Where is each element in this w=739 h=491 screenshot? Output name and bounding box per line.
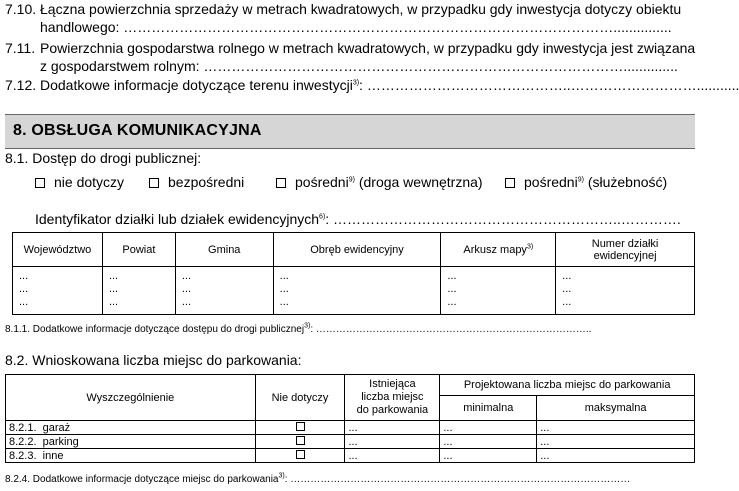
item-7-10-number: 7.10. <box>5 1 37 17</box>
checkbox[interactable] <box>35 178 45 188</box>
cell-minimalna[interactable]: ... <box>440 421 537 435</box>
question-8-2-label: 8.2. Wnioskowana liczba miejsc do parkowania: <box>5 352 302 368</box>
cell-istniejaca[interactable]: ... <box>345 421 440 435</box>
item-8-1-1-field[interactable]: : ……………………………………………………………………….. <box>310 324 592 335</box>
parcel-table <box>12 232 695 315</box>
col-powiat: Powiat <box>102 233 175 267</box>
section-8-header <box>5 114 695 149</box>
checkbox[interactable] <box>505 178 515 188</box>
col-wojewodztwo: Województwo <box>13 233 103 267</box>
option-nie-dotyczy[interactable] <box>35 174 124 190</box>
footnote-ref: 9) <box>577 176 584 184</box>
col-gmina: Gmina <box>175 233 273 267</box>
footnote-ref: 9) <box>348 176 355 184</box>
cell-arkusz[interactable]: ... ... ... <box>441 267 556 315</box>
table-row <box>6 449 695 463</box>
option-bezposredni[interactable] <box>149 174 244 190</box>
table-header-row <box>13 233 695 267</box>
item-8-1-1-label: 8.1.1. Dodatkowe informacje dotyczące dostępu do drogi publicznej <box>5 324 305 335</box>
checkbox[interactable] <box>296 422 305 431</box>
item-7-12-text: Dodatkowe informacje dotyczące terenu inwestycji <box>40 77 353 93</box>
item-7-11-number: 7.11. <box>5 40 36 56</box>
cell-minimalna[interactable]: ... <box>440 449 537 463</box>
cell-istniejaca[interactable]: ... <box>345 435 440 449</box>
col-maksymalna: maksymalna <box>537 396 695 421</box>
option-label-tail: (droga wewnętrzna) <box>354 174 483 190</box>
footnote-ref: 3) <box>526 242 534 250</box>
col-obreb: Obręb ewidencyjny <box>273 233 441 267</box>
option-label: nie dotyczy <box>54 174 125 190</box>
checkbox[interactable] <box>149 178 159 188</box>
table-header-row <box>6 375 695 396</box>
cell-maksymalna[interactable]: ... <box>537 421 695 435</box>
item-7-10-text: Łączna powierzchnia sprzedaży w metrach kwadratowych, w przypadku gdy inwestycja dotyczy obiektu <box>40 1 682 17</box>
parking-table <box>5 374 695 463</box>
cell-istniejaca[interactable]: ... <box>345 449 440 463</box>
cell-maksymalna[interactable]: ... <box>537 435 695 449</box>
cell-maksymalna[interactable]: ... <box>537 449 695 463</box>
col-arkusz: Arkusz mapy$^{3)}$ <box>441 233 556 267</box>
col-istniejaca: Istniejąca liczba miejsc do parkowania <box>345 375 440 421</box>
row-label: 8.2.2. parking <box>6 435 256 449</box>
item-8-2-4-label: 8.2.4. Dodatkowe informacje dotyczące miejsc do parkowania <box>5 474 279 485</box>
cell-minimalna[interactable]: ... <box>440 435 537 449</box>
col-numer: Numer działki ewidencyjnej <box>556 233 695 267</box>
item-7-10-field[interactable]: handlowego: ……………………………………………………………………………………………............... <box>40 19 672 35</box>
option-label-tail: (służebność) <box>583 174 668 190</box>
col-wyszczegolnienie: Wyszczególnienie <box>6 375 256 421</box>
identifier-field[interactable]: : ……………………………………………………..…………. <box>325 211 681 227</box>
table-row <box>6 421 695 435</box>
section-8-title: 8. OBSŁUGA KOMUNIKACYJNA <box>13 122 262 139</box>
nie-dotyczy-cell[interactable] <box>255 421 345 435</box>
cell-numer[interactable]: ... ... ... <box>556 267 695 315</box>
item-7-11-text: Powierzchnia gospodarstwa rolnego w metrach kwadratowych, w przypadku gdy inwestycja jest związana <box>40 40 696 56</box>
item-8-2-4-field[interactable]: : ………………………………………………………………………………………… <box>284 474 631 485</box>
item-7-11-field[interactable]: z gospodarstwem rolnym: ……………………………………………………………………………….............. <box>40 58 678 74</box>
option-label: pośredni <box>524 174 578 190</box>
row-label: 8.2.1. garaż <box>6 421 256 435</box>
col-minimalna: minimalna <box>440 396 537 421</box>
nie-dotyczy-cell[interactable] <box>255 435 345 449</box>
identifier-label: Identyfikator działki lub działek ewidencyjnych <box>35 211 320 227</box>
footnote-ref: 3) <box>304 322 311 330</box>
checkbox[interactable] <box>296 436 305 445</box>
table-row <box>13 267 695 315</box>
option-posredni-sluzebnosc[interactable] <box>505 174 667 190</box>
question-8-1-label: 8.1. Dostęp do drogi publicznej: <box>5 150 202 166</box>
footnote-ref: 6) <box>319 213 326 221</box>
checkbox[interactable] <box>276 178 286 188</box>
footnote-ref: 3) <box>278 472 285 480</box>
checkbox[interactable] <box>296 450 305 459</box>
col-projektowana: Projektowana liczba miejsc do parkowania <box>440 375 695 396</box>
cell-obreb[interactable]: ... ... ... <box>273 267 441 315</box>
item-7-12-number: 7.12. <box>5 77 37 93</box>
item-8-1-1-line[interactable] <box>5 324 591 335</box>
cell-wojewodztwo[interactable]: ... ... ... <box>13 267 103 315</box>
cell-gmina[interactable]: ... ... ... <box>175 267 273 315</box>
identifier-line[interactable] <box>35 211 681 227</box>
item-7-12-field[interactable]: : ……………………………………..………………………........... <box>359 77 739 93</box>
option-label: pośredni <box>295 174 349 190</box>
footnote-ref: 3) <box>352 79 360 87</box>
col-nie-dotyczy: Nie dotyczy <box>255 375 345 421</box>
item-8-2-4-line[interactable] <box>5 474 630 485</box>
row-label: 8.2.3. inne <box>6 449 256 463</box>
option-posredni-droga[interactable] <box>276 174 483 190</box>
nie-dotyczy-cell[interactable] <box>255 449 345 463</box>
item-7-12-line[interactable] <box>40 77 739 93</box>
cell-powiat[interactable]: ... ... ... <box>102 267 175 315</box>
option-label: bezpośredni <box>168 174 245 190</box>
table-row <box>6 435 695 449</box>
